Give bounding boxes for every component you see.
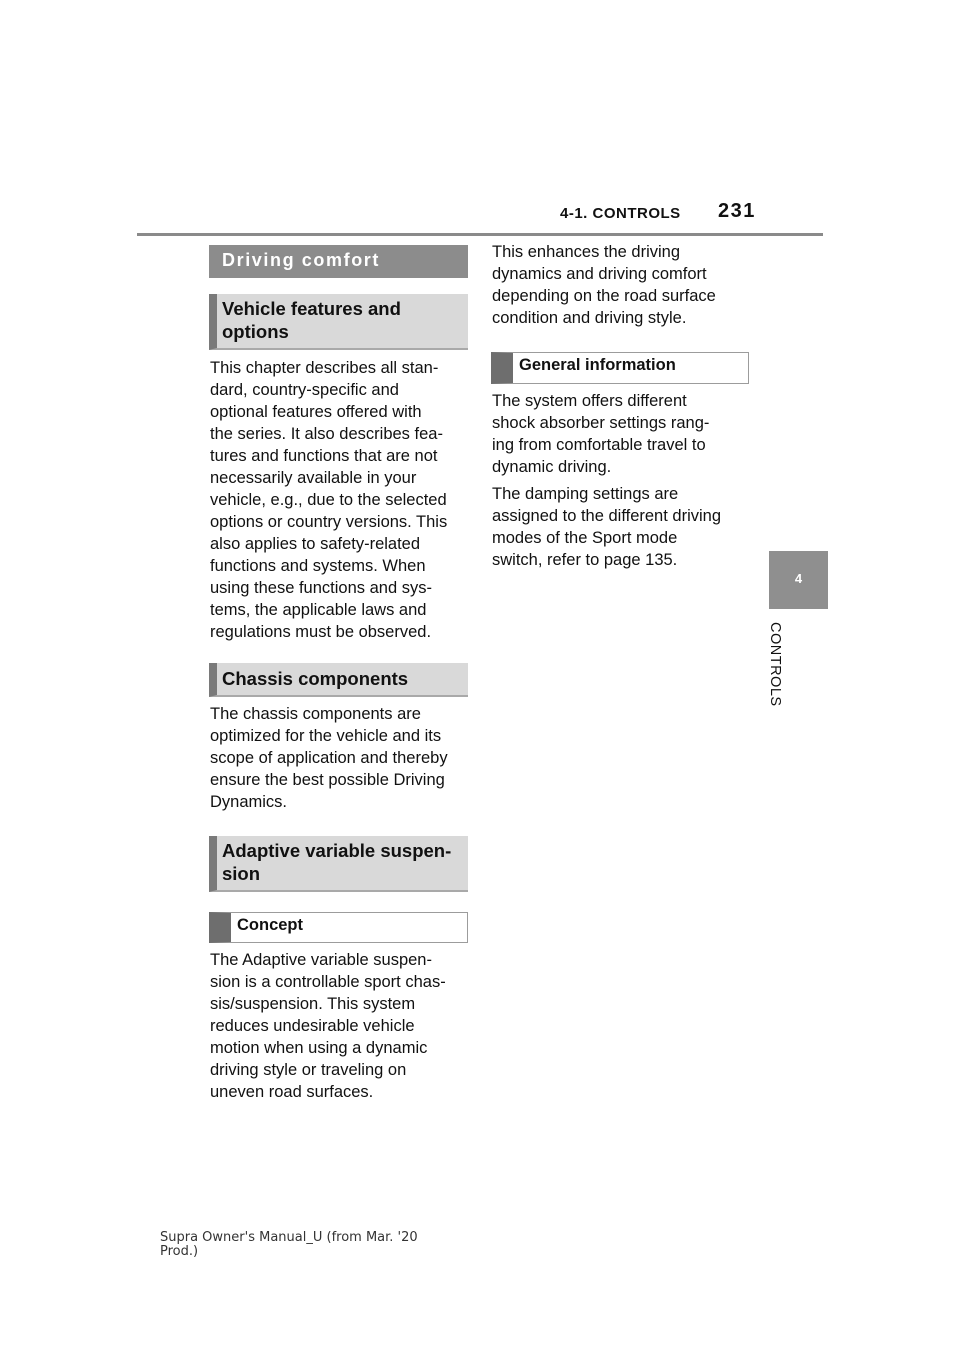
paragraph-concept: The Adaptive variable suspen- sion is a controllable sport chas- sis/suspension. This system reduces undesirable vehicle motion when using a dynamic driving style or traveling on uneven road surfaces. xyxy=(210,951,446,1101)
page-number: 231 xyxy=(718,200,756,222)
paragraph-chassis-components: The chassis components are optimized for the vehicle and its scope of application and thereby ensure the best possible Driving Dynamics. xyxy=(210,705,448,811)
heading-concept: Concept xyxy=(209,912,468,943)
heading-adaptive-suspension: Adaptive variable suspen- sion xyxy=(209,836,468,892)
chapter-tab-label-text: CONTROLS xyxy=(767,622,783,707)
footer-manual-title: Supra Owner's Manual_U (from Mar. '20 Prod.) xyxy=(160,1230,418,1259)
running-header-section: 4-1. CONTROLS xyxy=(560,205,681,222)
chapter-tab-label xyxy=(767,622,797,718)
heading-general-information: General information xyxy=(491,352,749,384)
paragraph-enhances: This enhances the driving dynamics and driving comfort depending on the road surface condition and driving style. xyxy=(492,243,716,327)
paragraph-shock-absorber-settings: The system offers different shock absorber settings rang- ing from comfortable travel to dynamic driving. xyxy=(492,392,710,476)
heading-vehicle-features: Vehicle features and options xyxy=(209,294,468,350)
chapter-tab-number: 4 xyxy=(794,571,803,586)
chapter-tab xyxy=(769,551,828,609)
header-divider xyxy=(137,233,823,236)
heading-chassis-components: Chassis components xyxy=(209,663,468,697)
heading-driving-comfort: Driving comfort xyxy=(209,245,468,278)
paragraph-vehicle-features: This chapter describes all stan- dard, country-specific and optional features offered with the series. It also describes fea- tures and functions that are not necessarily available in your vehicle, e.g., due to the selected options or country versions. This also applies to safety-related functions and systems. When using these functions and sys- tems, the applicable laws and regulations must be observed. xyxy=(210,359,448,641)
paragraph-damping-settings: The damping settings are assigned to the different driving modes of the Sport mode switch, refer to page 135. xyxy=(492,485,722,569)
